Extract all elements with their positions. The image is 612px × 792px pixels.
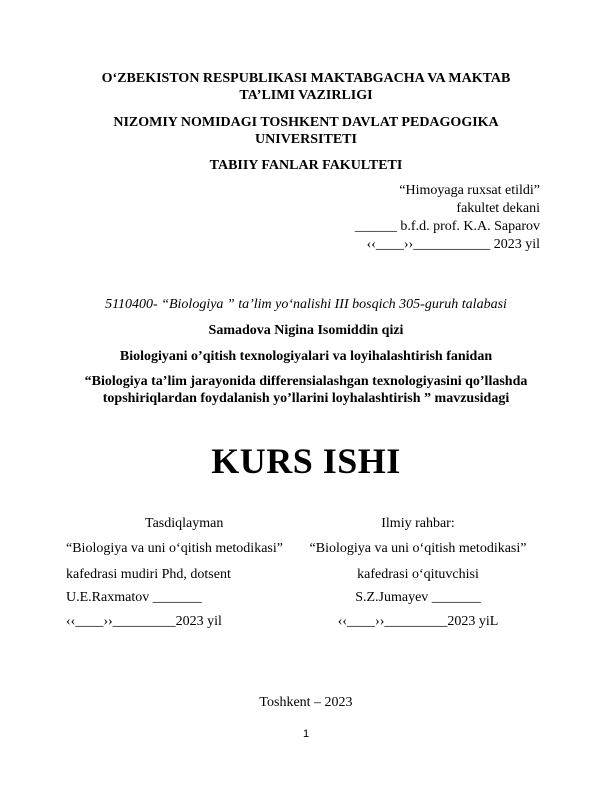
- university-line-1: NIZOMIY NOMIDAGI TOSHKENT DAVLAT PEDAGOGIKA: [113, 115, 499, 130]
- student-group-line: 5110400- “Biologiya ” ta’lim yo‘nalishi III bosqich 305-guruh talabasi: [105, 297, 507, 312]
- right-signer: S.Z.Jumayev _______: [355, 590, 481, 605]
- approval-line-3: ______ b.f.d. prof. K.A. Saparov: [354, 219, 540, 234]
- right-date: ‹‹____››_________2023 yiL: [337, 614, 499, 629]
- left-date: ‹‹____››_________2023 yil: [66, 614, 222, 629]
- document-title: KURS ISHI: [211, 441, 401, 481]
- ministry-line-2: TA’LIMI VAZIRLIGI: [239, 88, 373, 103]
- faculty-line: TABIIY FANLAR FAKULTETI: [209, 158, 403, 173]
- student-name: Samadova Nigina Isomiddin qizi: [208, 323, 404, 338]
- university-line-2: UNIVERSITETI: [255, 132, 357, 147]
- right-position: kafedrasi o‘qituvchisi: [357, 567, 479, 582]
- place-year: Toshkent – 2023: [259, 695, 353, 710]
- topic-line-1: “Biologiya ta’lim jarayonida differensialashgan texnologiyasini qo’llashda: [84, 374, 528, 389]
- left-dept: “Biologiya va uni o‘qitish metodikasi”: [66, 541, 283, 556]
- left-position: kafedrasi mudiri Phd, dotsent: [66, 567, 231, 582]
- approval-line-1: “Himoyaga ruxsat etildi”: [399, 183, 540, 198]
- topic-line-2: topshiriqlardan foydalanish yo’llarini loyhalashtirish ” mavzusidagi: [102, 391, 510, 406]
- left-heading: Tasdiqlayman: [145, 516, 224, 531]
- page-number: 1: [302, 728, 310, 740]
- subject-line: Biologiyani o’qitish texnologiyalari va loyihalashtirish fanidan: [119, 349, 493, 364]
- approval-line-2: fakultet dekani: [456, 201, 540, 216]
- ministry-line-1: O‘ZBEKISTON RESPUBLIKASI MAKTABGACHA VA MAKTAB: [101, 71, 511, 86]
- right-heading: Ilmiy rahbar:: [381, 516, 455, 531]
- approval-line-4: ‹‹____››___________ 2023 yil: [366, 237, 540, 252]
- right-dept: “Biologiya va uni o‘qitish metodikasi”: [309, 541, 527, 556]
- left-signer: U.E.Raxmatov _______: [66, 590, 202, 605]
